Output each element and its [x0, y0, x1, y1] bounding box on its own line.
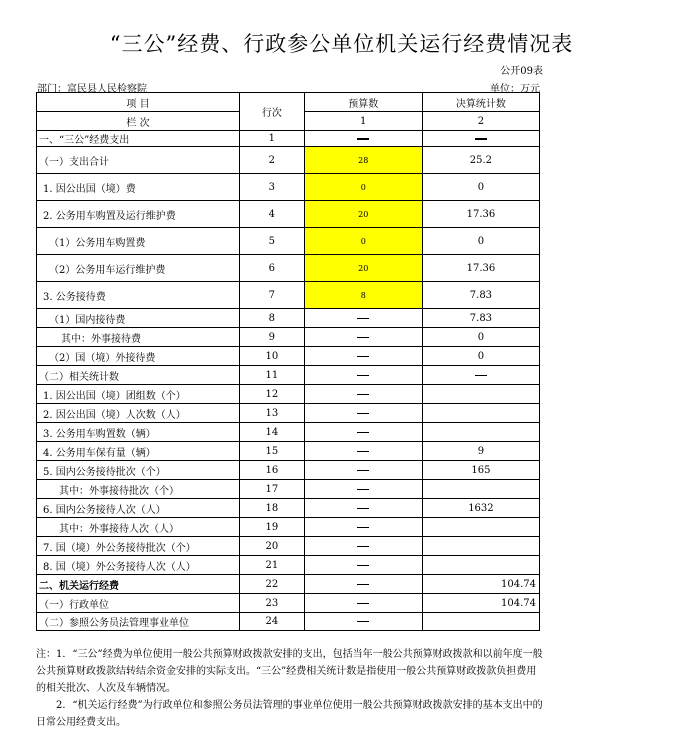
dash-mark [475, 138, 487, 140]
table-row [37, 255, 540, 282]
row-line-no: 7 [240, 282, 305, 309]
row-budget-value [304, 442, 422, 461]
dash-mark [357, 138, 369, 140]
dash-mark [357, 413, 369, 414]
row-budget-value: 20 [304, 255, 422, 282]
row-item-name: 1. 因公出国（境）团组数（个） [37, 385, 240, 404]
row-line-no: 3 [240, 174, 305, 201]
table-row [37, 404, 540, 423]
table-row [37, 131, 540, 147]
row-final-value [422, 480, 539, 499]
header-item: 项 目 [37, 93, 240, 112]
row-budget-value [304, 347, 422, 366]
table-row [37, 385, 540, 404]
row-item-name: 4. 公务用车保有量（辆） [37, 442, 240, 461]
unit-label: 单位：万元 [490, 84, 540, 95]
row-budget-value [304, 385, 422, 404]
table-row [37, 613, 540, 631]
row-final-value: 9 [422, 442, 539, 461]
header-final: 决算统计数 [422, 93, 539, 112]
dash-mark [357, 375, 369, 376]
row-line-no: 12 [240, 385, 305, 404]
row-budget-value [304, 556, 422, 575]
row-final-value: 1632 [422, 499, 539, 518]
table-row [37, 594, 540, 613]
row-item-name: 8. 国（境）外公务接待人次（人） [37, 556, 240, 575]
row-final-value: 0 [422, 347, 539, 366]
department-label: 部门：富民县人民检察院 [37, 84, 147, 95]
row-line-no: 16 [240, 461, 305, 480]
row-item-name: （2）公务用车运行维护费 [37, 255, 240, 282]
row-line-no: 8 [240, 309, 305, 328]
row-budget-value [304, 328, 422, 347]
row-line-no: 15 [240, 442, 305, 461]
row-item-name: 其中：外事接待批次（个） [37, 480, 240, 499]
report-title: “三公”经费、行政参公单位机关运行经费情况表 [109, 32, 574, 56]
row-line-no: 4 [240, 201, 305, 228]
row-final-value [422, 366, 539, 385]
dash-mark [357, 356, 369, 357]
header-col-label: 栏 次 [37, 112, 240, 131]
row-budget-value [304, 499, 422, 518]
dash-mark [357, 565, 369, 566]
row-line-no: 20 [240, 537, 305, 556]
row-line-no: 2 [240, 147, 305, 174]
row-line-no: 9 [240, 328, 305, 347]
table-row [37, 575, 540, 594]
row-final-value: 0 [422, 328, 539, 347]
row-line-no: 22 [240, 575, 305, 594]
row-item-name: 一、“三公”经费支出 [37, 131, 240, 147]
row-line-no: 21 [240, 556, 305, 575]
table-row [37, 366, 540, 385]
row-line-no: 17 [240, 480, 305, 499]
row-final-value: 0 [422, 228, 539, 255]
note-1: 注：1．“三公”经费为单位使用一般公共预算财政拨款安排的支出，包括当年一般公共预算财政拨款和以前年度一般公共预算财政拨款结转结余资金安排的实际支出。“三公”经费相关统计数是指使用一般公共预算财政拨款负担费用的相关批次、人次及车辆情况。 [36, 649, 543, 694]
table-row [37, 423, 540, 442]
row-budget-value [304, 537, 422, 556]
dash-mark [357, 489, 369, 490]
table-row [37, 556, 540, 575]
row-budget-value [304, 423, 422, 442]
dash-mark [357, 508, 369, 509]
dash-mark [357, 394, 369, 395]
row-final-value [422, 423, 539, 442]
expense-table [36, 92, 540, 631]
row-final-value: 7.83 [422, 282, 539, 309]
row-final-value: 7.83 [422, 309, 539, 328]
table-row [37, 537, 540, 556]
dash-mark [357, 451, 369, 452]
table-row [37, 442, 540, 461]
row-final-value [422, 537, 539, 556]
header-row [37, 93, 540, 112]
table-row [37, 147, 540, 174]
row-budget-value [304, 404, 422, 423]
row-final-value: 17.36 [422, 201, 539, 228]
row-line-no: 14 [240, 423, 305, 442]
dash-mark [357, 470, 369, 471]
row-budget-value [304, 366, 422, 385]
row-item-name: 其中：外事接待费 [37, 328, 240, 347]
row-final-value [422, 613, 539, 631]
row-item-name: （一）支出合计 [37, 147, 240, 174]
row-final-value: 17.36 [422, 255, 539, 282]
row-item-name: 3. 公务用车购置数（辆） [37, 423, 240, 442]
dash-mark [357, 546, 369, 547]
row-item-name: （一）行政单位 [37, 594, 240, 613]
row-final-value [422, 518, 539, 537]
row-item-name: 1. 因公出国（境）费 [37, 174, 240, 201]
table-row [37, 174, 540, 201]
row-line-no: 5 [240, 228, 305, 255]
row-final-value: 165 [422, 461, 539, 480]
row-budget-value [304, 480, 422, 499]
final-col-no: 2 [422, 112, 539, 131]
row-item-name: 二、机关运行经费 [37, 575, 240, 594]
table-row [37, 499, 540, 518]
budget-col-no: 1 [304, 112, 422, 131]
row-item-name: （二）参照公务员法管理事业单位 [37, 613, 240, 631]
row-line-no: 23 [240, 594, 305, 613]
row-final-value [422, 404, 539, 423]
dash-mark [357, 337, 369, 338]
row-budget-value [304, 575, 422, 594]
row-item-name: （1）国内接待费 [37, 309, 240, 328]
row-budget-value [304, 131, 422, 147]
row-item-name: 其中：外事接待人次（人） [37, 518, 240, 537]
notes [36, 646, 546, 731]
row-budget-value: 0 [304, 174, 422, 201]
table-row [37, 201, 540, 228]
form-code: 公开09表 [500, 66, 543, 77]
row-item-name: 6. 国内公务接待人次（人） [37, 499, 240, 518]
row-final-value: 25.2 [422, 147, 539, 174]
row-budget-value: 0 [304, 228, 422, 255]
row-final-value [422, 556, 539, 575]
dash-mark [357, 603, 369, 604]
row-item-name: （2）国（境）外接待费 [37, 347, 240, 366]
row-budget-value [304, 594, 422, 613]
row-line-no: 19 [240, 518, 305, 537]
row-final-value [422, 131, 539, 147]
note-2: 2．“机关运行经费”为行政单位和参照公务员法管理的事业单位使用一般公共预算财政拨款安排的基本支出中的日常公用经费支出。 [36, 700, 543, 728]
table-row [37, 309, 540, 328]
row-item-name: （1）公务用车购置费 [37, 228, 240, 255]
table-row [37, 518, 540, 537]
row-item-name: 2. 因公出国（境）人次数（人） [37, 404, 240, 423]
row-item-name: 7. 国（境）外公务接待批次（个） [37, 537, 240, 556]
row-final-value [422, 385, 539, 404]
row-final-value: 0 [422, 174, 539, 201]
row-line-no: 11 [240, 366, 305, 385]
row-line-no: 13 [240, 404, 305, 423]
row-line-no: 24 [240, 613, 305, 631]
row-line-no: 10 [240, 347, 305, 366]
row-budget-value [304, 461, 422, 480]
row-item-name: （二）相关统计数 [37, 366, 240, 385]
dash-mark [357, 432, 369, 433]
row-item-name: 2. 公务用车购置及运行维护费 [37, 201, 240, 228]
table-row [37, 347, 540, 366]
row-item-name: 3. 公务接待费 [37, 282, 240, 309]
table-row [37, 228, 540, 255]
row-budget-value [304, 309, 422, 328]
row-budget-value: 8 [304, 282, 422, 309]
dash-mark [357, 527, 369, 528]
row-budget-value: 28 [304, 147, 422, 174]
table-row [37, 328, 540, 347]
table-row [37, 282, 540, 309]
dash-mark [357, 621, 369, 622]
row-item-name: 5. 国内公务接待批次（个） [37, 461, 240, 480]
row-budget-value [304, 518, 422, 537]
dash-mark [357, 584, 369, 585]
dash-mark [475, 375, 487, 376]
row-budget-value [304, 613, 422, 631]
row-final-value: 104.74 [422, 575, 539, 594]
row-line-no: 1 [240, 131, 305, 147]
table-row [37, 480, 540, 499]
header-budget: 预算数 [304, 93, 422, 112]
row-line-no: 6 [240, 255, 305, 282]
table-row [37, 461, 540, 480]
row-final-value: 104.74 [422, 594, 539, 613]
header-line-no: 行次 [240, 93, 305, 131]
row-line-no: 18 [240, 499, 305, 518]
row-budget-value: 20 [304, 201, 422, 228]
dash-mark [357, 318, 369, 319]
